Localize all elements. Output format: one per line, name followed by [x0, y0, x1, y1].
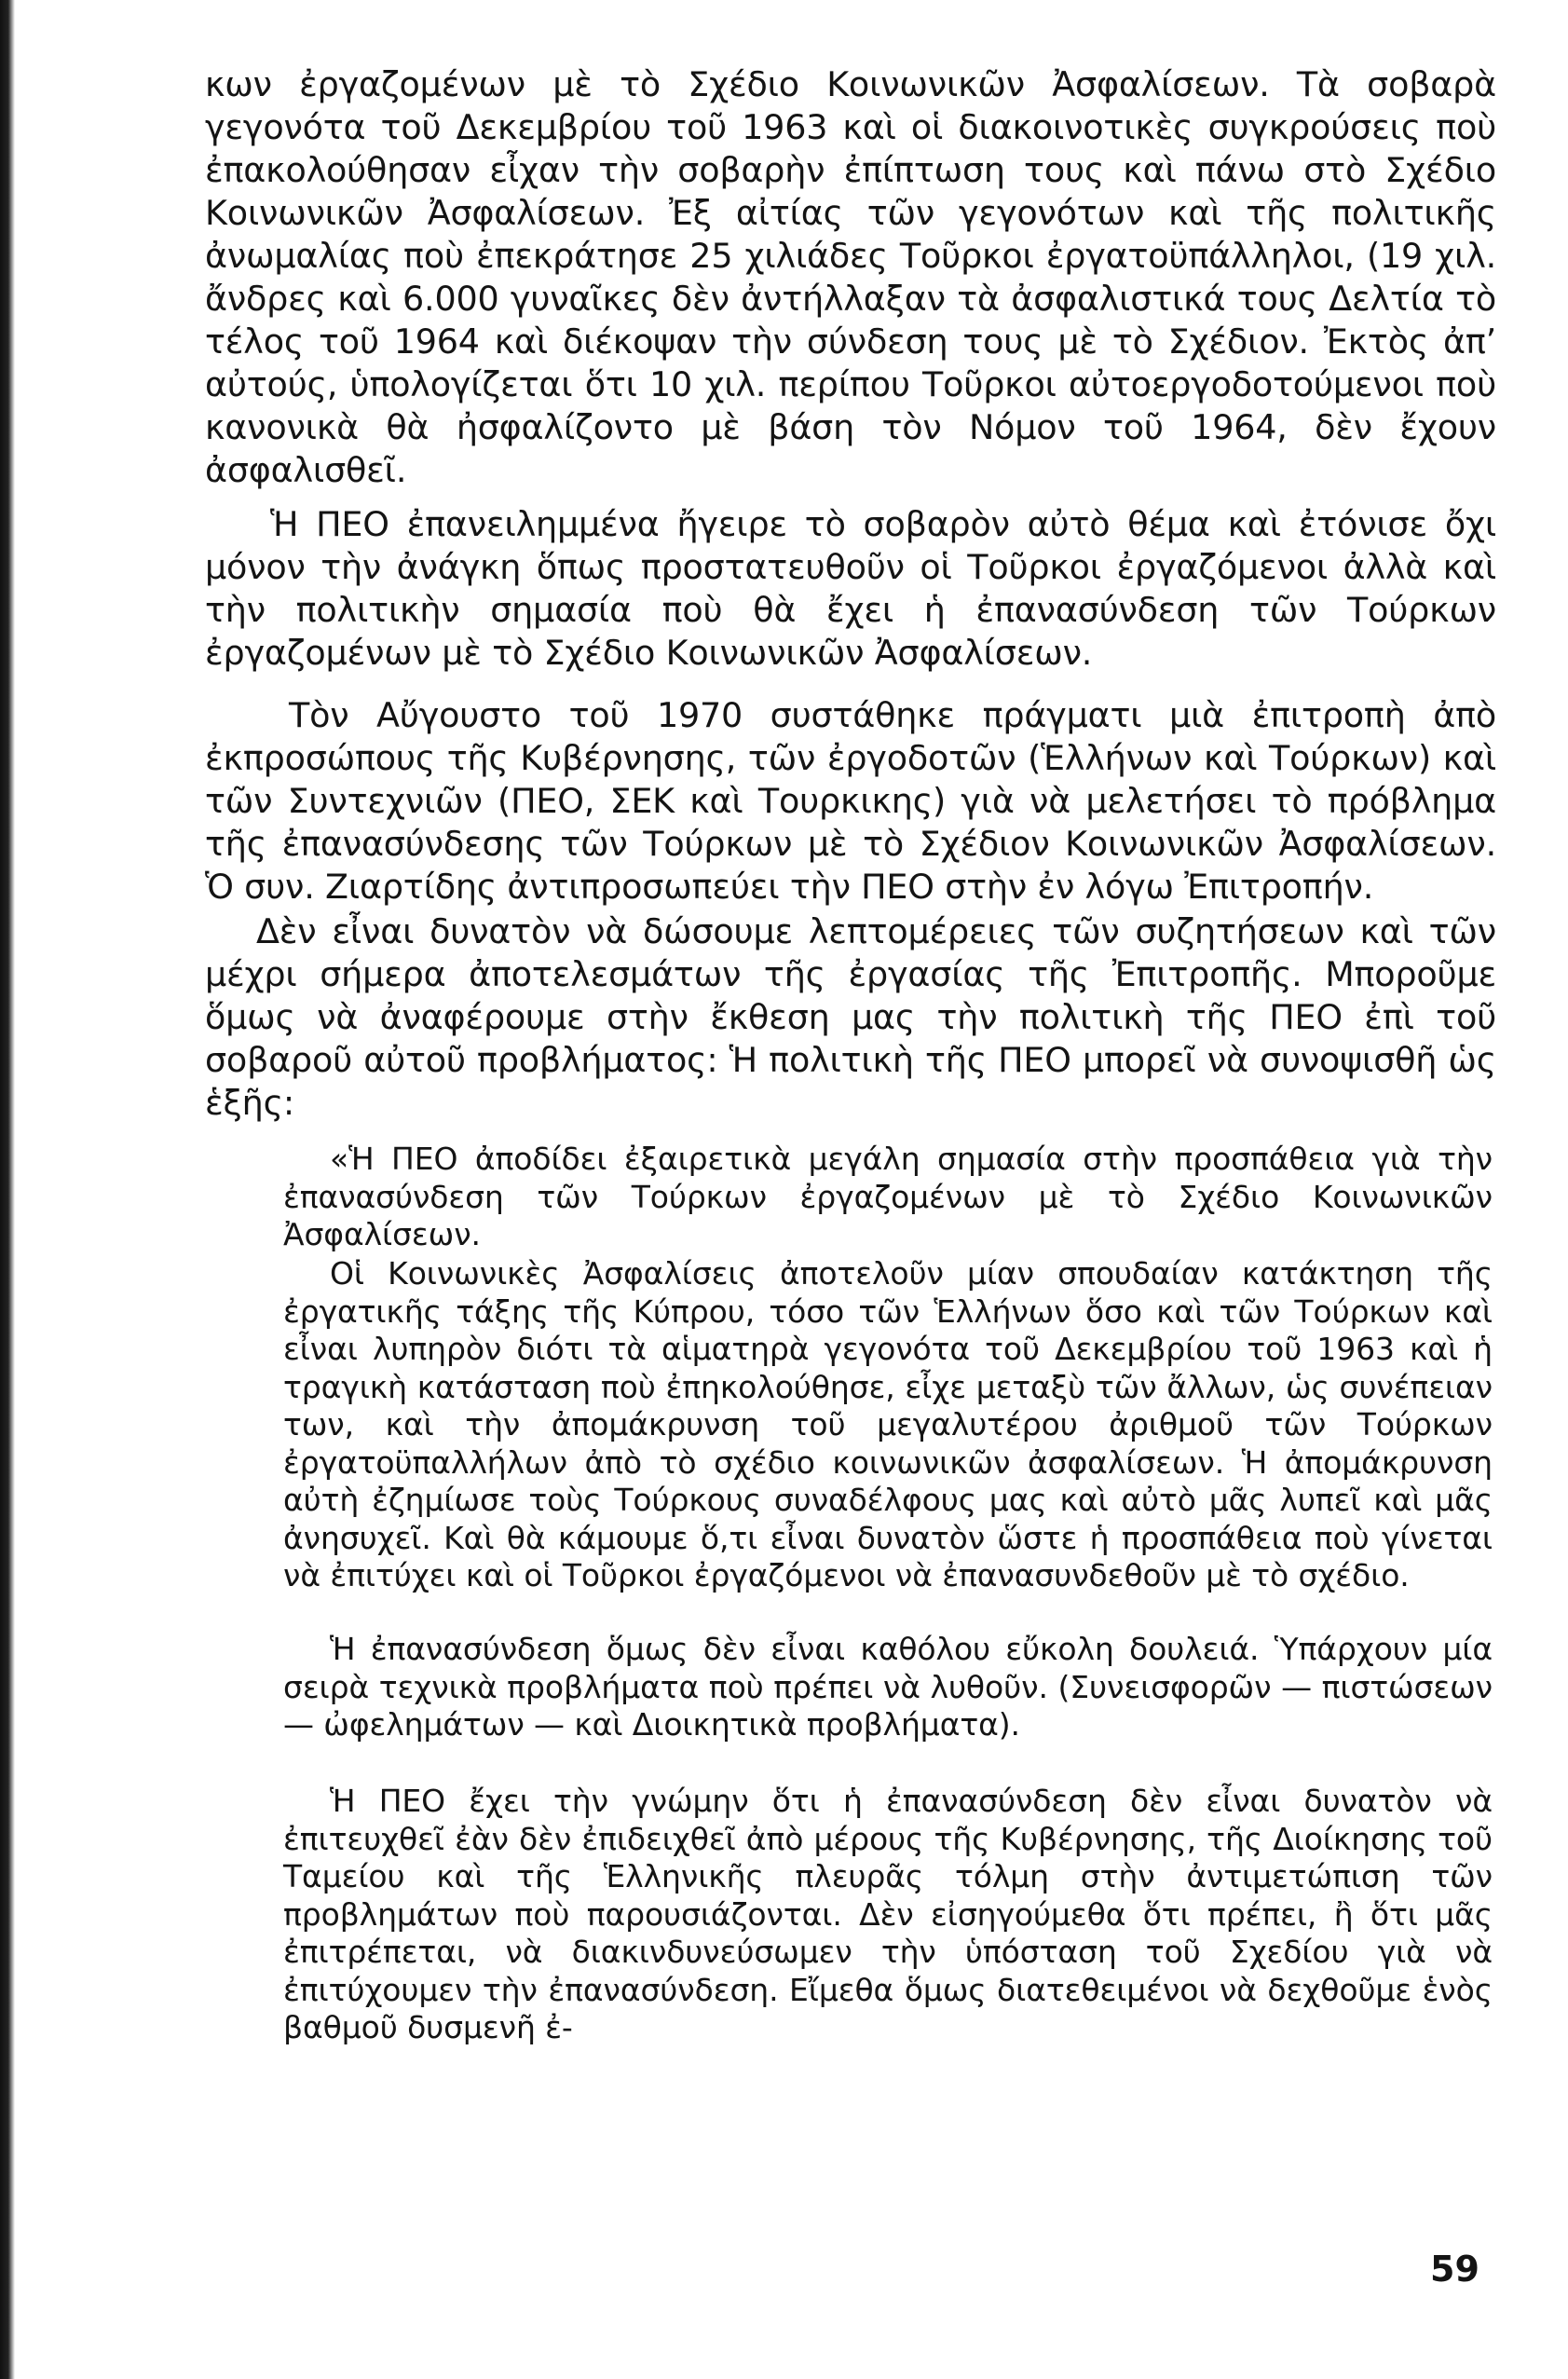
quote-paragraph-1: «Ἡ ΠΕΟ ἀποδίδει ἐξαιρετικὰ μεγάλη σημασία στὴν προσπάθεια γιὰ τὴν ἐπανασύνδεση τῶν Τούρκων ἐργαζομένων μὲ τὸ Σχέδιο Κοινωνικῶν Ἀσφαλίσεων.	[283, 1141, 1493, 1252]
quote-paragraph-3: Ἡ ἐπανασύνδεση ὅμως δὲν εἶναι καθόλου εὔκολη δουλειά. Ὑπάρχουν μία σειρὰ τεχνικὰ προβλήματα ποὺ πρέπει νὰ λυθοῦν. (Συνεισφορῶν — πιστώσεων — ὠφελημάτων — καὶ Διοικητικὰ προβλήματα).	[283, 1631, 1493, 1743]
body-paragraph-1: κων ἐργαζομένων μὲ τὸ Σχέδιο Κοινωνικῶν Ἀσφαλίσεων. Τὰ σοβαρὰ γεγονότα τοῦ Δεκεμβρίου τοῦ 1963 καὶ οἱ διακοινοτικὲς συγκρούσεις ποὺ ἐπακολούθησαν εἶχαν τὴν σοβαρὴν ἐπίπτωση τους καὶ πάνω στὸ Σχέδιο Κοινωνικῶν Ἀσφαλίσεων. Ἐξ αἰτίας τῶν γεγονότων καὶ τῆς πολιτικῆς ἀνωμαλίας ποὺ ἐπεκράτησε 25 χιλιάδες Τοῦρκοι ἐργατοϋπάλληλοι, (19 χιλ. ἄνδρες καὶ 6.000 γυναῖκες δὲν ἀντήλλαξαν τὰ ἀσφαλιστικά τους Δελτία τὸ τέλος τοῦ 1964 καὶ διέκοψαν τὴν σύνδεση τους μὲ τὸ Σχέδιον. Ἐκτὸς ἀπ’ αὐτούς, ὑπολογίζεται ὅτι 10 χιλ. περίπου Τοῦρκοι αὐτοεργοδοτούμενοι ποὺ κανονικὰ θὰ ἠσφαλίζοντο μὲ βάση τὸν Νόμον τοῦ 1964, δὲν ἔχουν ἀσφαλισθεῖ.	[205, 64, 1496, 490]
body-paragraph-2: Ἡ ΠΕΟ ἐπανειλημμένα ἤγειρε τὸ σοβαρὸν αὐτὸ θέμα καὶ ἐτόνισε ὄχι μόνον τὴν ἀνάγκη ὅπως προστατευθοῦν οἱ Τοῦρκοι ἐργαζόμενοι ἀλλὰ καὶ τὴν πολιτικὴν σημασία ποὺ θὰ ἔχει ἡ ἐπανασύνδεση τῶν Τούρκων ἐργαζομένων μὲ τὸ Σχέδιο Κοινωνικῶν Ἀσφαλίσεων.	[205, 504, 1496, 673]
quote-paragraph-4: Ἡ ΠΕΟ ἔχει τὴν γνώμην ὅτι ἡ ἐπανασύνδεση δὲν εἶναι δυνατὸν νὰ ἐπιτευχθεῖ ἐὰν δὲν ἐπιδειχθεῖ ἀπὸ μέρους τῆς Κυβέρνησης, τῆς Διοίκησης τοῦ Ταμείου καὶ τῆς Ἑλληνικῆς πλευρᾶς τόλμη στὴν ἀντιμετώπιση τῶν προβλημάτων ποὺ παρουσιάζονται. Δὲν εἰσηγούμεθα ὅτι πρέπει, ἢ ὅτι μᾶς ἐπιτρέπεται, νὰ διακινδυνεύσωμεν τὴν ὑπόσταση τοῦ Σχεδίου γιὰ νὰ ἐπιτύχουμεν τὴν ἐπανασύνδεση. Εἴμεθα ὅμως διατεθειμένοι νὰ δεχθοῦμε ἑνὸς βαθμοῦ δυσμενῆ ἐ-	[283, 1783, 1493, 2045]
body-paragraph-4: Δὲν εἶναι δυνατὸν νὰ δώσουμε λεπτομέρειες τῶν συζητήσεων καὶ τῶν μέχρι σήμερα ἀποτελεσμάτων τῆς ἐργασίας τῆς Ἐπιτροπῆς. Μποροῦμε ὅμως νὰ ἀναφέρουμε στὴν ἔκθεση μας τὴν πολιτικὴ τῆς ΠΕΟ ἐπὶ τοῦ σοβαροῦ αὐτοῦ προβλήματος: Ἡ πολιτικὴ τῆς ΠΕΟ μπορεῖ νὰ συνοψισθῆ ὡς ἑξῆς:	[205, 911, 1496, 1123]
binding-shadow	[0, 0, 15, 2379]
quote-paragraph-2: Οἱ Κοινωνικὲς Ἀσφαλίσεις ἀποτελοῦν μίαν σπουδαίαν κατάκτηση τῆς ἐργατικῆς τάξης τῆς Κύπρου, τόσο τῶν Ἑλλήνων ὅσο καὶ τῶν Τούρκων καὶ εἶναι λυπηρὸν διότι τὰ αἱματηρὰ γεγονότα τοῦ Δεκεμβρίου τοῦ 1963 καὶ ἡ τραγικὴ κατάσταση ποὺ ἐπηκολούθησε, εἶχε μεταξὺ τῶν ἄλλων, ὡς συνέπειαν των, καὶ τὴν ἀπομάκρυνση τοῦ μεγαλυτέρου ἀριθμοῦ τῶν Τούρκων ἐργατοϋπαλλήλων ἀπὸ τὸ σχέδιο κοινωνικῶν ἀσφαλίσεων. Ἡ ἀπομάκρυνση αὐτὴ ἐζημίωσε τοὺς Τούρκους συναδέλφους μας καὶ αὐτὸ μᾶς λυπεῖ καὶ μᾶς ἀνησυχεῖ. Καὶ θὰ κάμουμε ὅ,τι εἶναι δυνατὸν ὥστε ἡ προσπάθεια ποὺ γίνεται νὰ ἐπιτύχει καὶ οἱ Τοῦρκοι ἐργαζόμενοι νὰ ἐπανασυνδεθοῦν μὲ τὸ σχέδιο.	[283, 1255, 1493, 1593]
page-number: 59	[1430, 2249, 1479, 2290]
body-paragraph-3: Τὸν Αὔγουστο τοῦ 1970 συστάθηκε πράγματι μιὰ ἐπιτροπὴ ἀπὸ ἐκπροσώπους τῆς Κυβέρνησης, τῶν ἐργοδοτῶν (Ἑλλήνων καὶ Τούρκων) καὶ τῶν Συντεχνιῶν (ΠΕΟ, ΣΕΚ καὶ Τουρκικης) γιὰ νὰ μελετήσει τὸ πρόβλημα τῆς ἐπανασύνδεσης τῶν Τούρκων μὲ τὸ Σχέδιον Κοινωνικῶν Ἀσφαλίσεων. Ὁ συν. Ζιαρτίδης ἀντιπροσωπεύει τὴν ΠΕΟ στὴν ἐν λόγω Ἐπιτροπήν.	[205, 695, 1496, 907]
